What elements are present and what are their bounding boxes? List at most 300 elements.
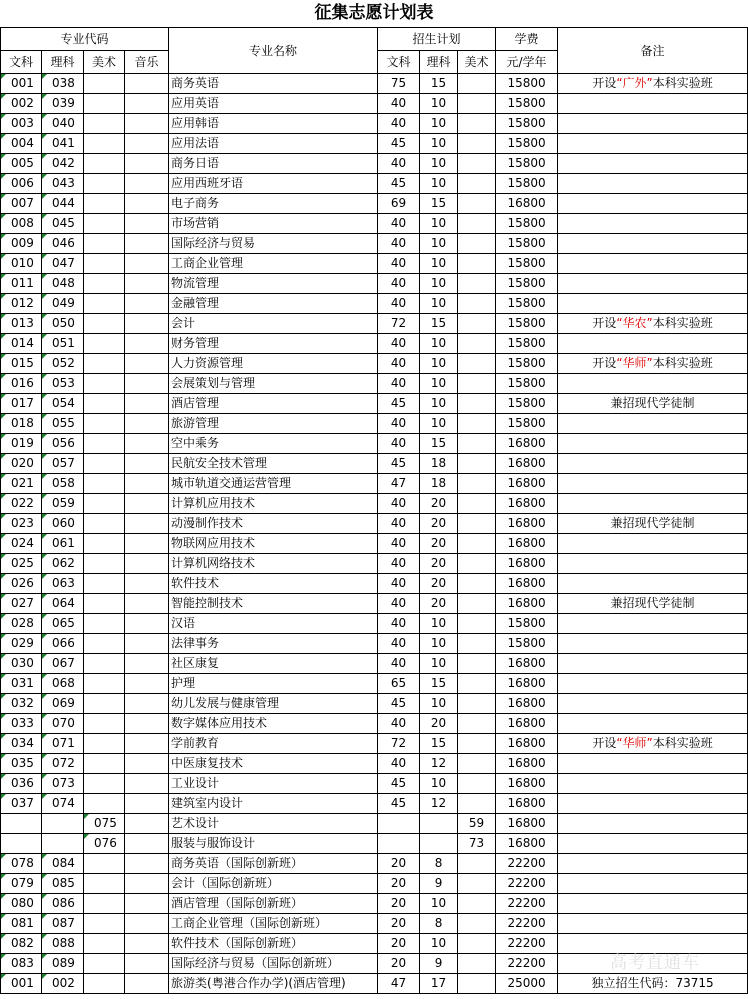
code-wen-cell: 003 xyxy=(1,114,42,134)
code-yin-cell xyxy=(125,94,169,114)
fee-cell: 15800 xyxy=(496,314,558,334)
plan-mei-cell xyxy=(458,634,496,654)
code-yin-cell xyxy=(125,114,169,134)
plan-li-cell: 10 xyxy=(420,894,458,914)
code-yin-cell xyxy=(125,834,169,854)
plan-table xyxy=(0,27,748,994)
major-name-cell: 艺术设计 xyxy=(169,814,378,834)
plan-wen-cell: 40 xyxy=(378,214,420,234)
major-name-cell: 应用法语 xyxy=(169,134,378,154)
remark-text: 开设 xyxy=(592,356,617,370)
plan-wen-cell: 72 xyxy=(378,734,420,754)
plan-li-cell: 15 xyxy=(420,734,458,754)
major-name-cell: 建筑室内设计 xyxy=(169,794,378,814)
major-name-cell: 智能控制技术 xyxy=(169,594,378,614)
plan-mei-cell xyxy=(458,534,496,554)
plan-wen-cell: 40 xyxy=(378,414,420,434)
plan-mei-cell xyxy=(458,474,496,494)
code-mei-cell xyxy=(84,574,125,594)
remark-text: 本科实验班 xyxy=(652,316,713,330)
plan-mei-cell xyxy=(458,514,496,534)
fee-cell: 16800 xyxy=(496,494,558,514)
plan-wen-cell: 20 xyxy=(378,954,420,974)
plan-mei-cell xyxy=(458,714,496,734)
plan-wen-cell: 20 xyxy=(378,914,420,934)
major-name-cell: 民航安全技术管理 xyxy=(169,454,378,474)
plan-li-cell: 10 xyxy=(420,174,458,194)
code-mei-cell xyxy=(84,494,125,514)
table-row xyxy=(1,114,748,134)
code-mei-cell xyxy=(84,774,125,794)
code-yin-cell xyxy=(125,674,169,694)
code-li-cell: 038 xyxy=(42,74,84,94)
code-yin-cell xyxy=(125,734,169,754)
plan-li-cell xyxy=(420,834,458,854)
plan-mei-cell xyxy=(458,134,496,154)
code-yin-cell xyxy=(125,314,169,334)
plan-li-cell: 9 xyxy=(420,954,458,974)
code-li-cell: 062 xyxy=(42,554,84,574)
fee-cell: 16800 xyxy=(496,834,558,854)
plan-mei-cell xyxy=(458,314,496,334)
major-name-cell: 法律事务 xyxy=(169,634,378,654)
plan-mei-cell xyxy=(458,854,496,874)
remark-text: 开设 xyxy=(592,316,617,330)
remark-cell xyxy=(558,274,748,294)
major-name-cell: 工商企业管理（国际创新班） xyxy=(169,914,378,934)
plan-li-cell: 20 xyxy=(420,554,458,574)
plan-mei-cell xyxy=(458,234,496,254)
remark-highlight: “广外” xyxy=(616,76,653,90)
code-wen-cell: 025 xyxy=(1,554,42,574)
plan-wen-cell: 47 xyxy=(378,474,420,494)
fee-cell: 15800 xyxy=(496,214,558,234)
major-name-cell: 计算机网络技术 xyxy=(169,554,378,574)
plan-mei-cell xyxy=(458,594,496,614)
plan-wen-cell: 72 xyxy=(378,314,420,334)
plan-wen-cell: 40 xyxy=(378,534,420,554)
table-row xyxy=(1,754,748,774)
remark-cell xyxy=(558,394,748,414)
plan-group-header: 招生计划 xyxy=(378,28,496,51)
remark-cell xyxy=(558,194,748,214)
plan-col-li: 理科 xyxy=(420,51,458,74)
code-li-cell: 071 xyxy=(42,734,84,754)
plan-mei-cell xyxy=(458,274,496,294)
code-li-cell: 069 xyxy=(42,694,84,714)
remark-text: 本科实验班 xyxy=(652,736,713,750)
fee-cell: 16800 xyxy=(496,794,558,814)
remark-cell xyxy=(558,914,748,934)
fee-cell: 15800 xyxy=(496,414,558,434)
code-mei-cell xyxy=(84,694,125,714)
plan-wen-cell: 45 xyxy=(378,794,420,814)
remark-text: 兼招现代学徒制 xyxy=(610,516,695,530)
plan-mei-cell xyxy=(458,734,496,754)
remark-cell xyxy=(558,874,748,894)
code-yin-cell xyxy=(125,534,169,554)
plan-mei-cell xyxy=(458,694,496,714)
code-wen-cell: 036 xyxy=(1,774,42,794)
code-yin-cell xyxy=(125,594,169,614)
table-row xyxy=(1,574,748,594)
plan-wen-cell: 40 xyxy=(378,374,420,394)
plan-li-cell: 10 xyxy=(420,214,458,234)
plan-li-cell: 20 xyxy=(420,534,458,554)
code-yin-cell xyxy=(125,874,169,894)
fee-cell: 16800 xyxy=(496,454,558,474)
table-row xyxy=(1,694,748,714)
plan-wen-cell: 40 xyxy=(378,614,420,634)
fee-cell: 15800 xyxy=(496,394,558,414)
major-name-cell: 计算机应用技术 xyxy=(169,494,378,514)
plan-wen-cell: 40 xyxy=(378,334,420,354)
plan-mei-cell xyxy=(458,794,496,814)
remark-header: 备注 xyxy=(558,28,748,74)
plan-li-cell: 10 xyxy=(420,634,458,654)
plan-mei-cell xyxy=(458,374,496,394)
major-name-cell: 市场营销 xyxy=(169,214,378,234)
fee-cell: 15800 xyxy=(496,634,558,654)
fee-cell: 25000 xyxy=(496,974,558,994)
plan-wen-cell: 40 xyxy=(378,554,420,574)
remark-cell xyxy=(558,214,748,234)
fee-cell: 15800 xyxy=(496,154,558,174)
plan-wen-cell: 45 xyxy=(378,394,420,414)
plan-li-cell: 10 xyxy=(420,934,458,954)
remark-text: 独立招生代码：73715 xyxy=(591,976,714,990)
code-mei-cell xyxy=(84,294,125,314)
code-mei-cell xyxy=(84,634,125,654)
code-wen-cell: 037 xyxy=(1,794,42,814)
remark-cell xyxy=(558,334,748,354)
plan-li-cell: 15 xyxy=(420,434,458,454)
remark-cell xyxy=(558,554,748,574)
code-mei-cell xyxy=(84,874,125,894)
plan-mei-cell xyxy=(458,174,496,194)
plan-li-cell: 12 xyxy=(420,794,458,814)
code-li-cell: 043 xyxy=(42,174,84,194)
plan-mei-cell xyxy=(458,334,496,354)
code-li-cell: 048 xyxy=(42,274,84,294)
plan-li-cell: 10 xyxy=(420,94,458,114)
plan-li-cell: 10 xyxy=(420,414,458,434)
plan-li-cell: 10 xyxy=(420,134,458,154)
remark-cell xyxy=(558,774,748,794)
code-col-yin: 音乐 xyxy=(125,51,169,74)
code-li-cell: 072 xyxy=(42,754,84,774)
code-mei-cell xyxy=(84,94,125,114)
code-li-cell: 055 xyxy=(42,414,84,434)
table-row xyxy=(1,174,748,194)
major-name-cell: 动漫制作技术 xyxy=(169,514,378,534)
remark-cell xyxy=(558,694,748,714)
code-wen-cell: 079 xyxy=(1,874,42,894)
fee-cell: 16800 xyxy=(496,434,558,454)
code-mei-cell xyxy=(84,414,125,434)
code-yin-cell xyxy=(125,554,169,574)
plan-li-cell: 20 xyxy=(420,594,458,614)
plan-wen-cell: 40 xyxy=(378,434,420,454)
table-row xyxy=(1,814,748,834)
code-li-cell: 070 xyxy=(42,714,84,734)
code-mei-cell xyxy=(84,734,125,754)
code-yin-cell xyxy=(125,714,169,734)
code-li-cell: 041 xyxy=(42,134,84,154)
code-wen-cell: 014 xyxy=(1,334,42,354)
remark-text: 开设 xyxy=(592,736,617,750)
major-name-cell: 酒店管理 xyxy=(169,394,378,414)
code-yin-cell xyxy=(125,474,169,494)
plan-mei-cell xyxy=(458,774,496,794)
code-li-cell: 051 xyxy=(42,334,84,354)
table-row xyxy=(1,654,748,674)
page-title: 征集志愿计划表 xyxy=(314,3,434,23)
plan-wen-cell: 69 xyxy=(378,194,420,214)
fee-cell: 22200 xyxy=(496,954,558,974)
code-li-cell: 084 xyxy=(42,854,84,874)
major-name-cell: 人力资源管理 xyxy=(169,354,378,374)
fee-cell: 22200 xyxy=(496,934,558,954)
code-wen-cell: 082 xyxy=(1,934,42,954)
plan-wen-cell: 75 xyxy=(378,74,420,94)
code-yin-cell xyxy=(125,254,169,274)
remark-cell xyxy=(558,314,748,334)
remark-cell xyxy=(558,814,748,834)
code-li-cell: 088 xyxy=(42,934,84,954)
code-wen-cell: 012 xyxy=(1,294,42,314)
code-wen-cell: 020 xyxy=(1,454,42,474)
plan-mei-cell xyxy=(458,914,496,934)
major-name-cell: 应用韩语 xyxy=(169,114,378,134)
plan-mei-cell xyxy=(458,294,496,314)
fee-cell: 16800 xyxy=(496,554,558,574)
plan-li-cell: 10 xyxy=(420,374,458,394)
code-mei-cell xyxy=(84,134,125,154)
plan-li-cell: 8 xyxy=(420,914,458,934)
code-mei-cell xyxy=(84,754,125,774)
major-name-cell: 商务日语 xyxy=(169,154,378,174)
code-wen-cell: 001 xyxy=(1,74,42,94)
plan-li-cell: 9 xyxy=(420,874,458,894)
plan-mei-cell xyxy=(458,154,496,174)
plan-mei-cell: 59 xyxy=(458,814,496,834)
major-name-cell: 应用英语 xyxy=(169,94,378,114)
remark-cell xyxy=(558,634,748,654)
fee-cell: 15800 xyxy=(496,174,558,194)
code-yin-cell xyxy=(125,374,169,394)
major-name-cell: 服装与服饰设计 xyxy=(169,834,378,854)
code-yin-cell xyxy=(125,514,169,534)
table-row xyxy=(1,974,748,994)
table-row xyxy=(1,734,748,754)
code-wen-cell: 033 xyxy=(1,714,42,734)
code-li-cell: 065 xyxy=(42,614,84,634)
code-li-cell: 064 xyxy=(42,594,84,614)
plan-mei-cell xyxy=(458,654,496,674)
fee-cell: 16800 xyxy=(496,774,558,794)
code-wen-cell: 028 xyxy=(1,614,42,634)
code-yin-cell xyxy=(125,694,169,714)
code-mei-cell xyxy=(84,894,125,914)
plan-mei-cell xyxy=(458,574,496,594)
plan-li-cell: 10 xyxy=(420,334,458,354)
fee-cell: 15800 xyxy=(496,74,558,94)
code-mei-cell xyxy=(84,354,125,374)
remark-cell xyxy=(558,734,748,754)
plan-li-cell: 15 xyxy=(420,314,458,334)
code-group-header: 专业代码 xyxy=(1,28,169,51)
major-name-cell: 幼儿发展与健康管理 xyxy=(169,694,378,714)
remark-cell xyxy=(558,254,748,274)
code-yin-cell xyxy=(125,74,169,94)
code-mei-cell: 076 xyxy=(84,834,125,854)
code-yin-cell xyxy=(125,954,169,974)
code-li-cell: 066 xyxy=(42,634,84,654)
plan-mei-cell xyxy=(458,974,496,994)
table-row xyxy=(1,714,748,734)
major-name-cell: 汉语 xyxy=(169,614,378,634)
code-wen-cell: 001 xyxy=(1,974,42,994)
code-wen-cell: 007 xyxy=(1,194,42,214)
code-wen-cell: 083 xyxy=(1,954,42,974)
remark-cell xyxy=(558,234,748,254)
code-wen-cell: 002 xyxy=(1,94,42,114)
table-row xyxy=(1,914,748,934)
code-yin-cell xyxy=(125,194,169,214)
plan-mei-cell xyxy=(458,874,496,894)
plan-col-mei: 美术 xyxy=(458,51,496,74)
code-li-cell: 087 xyxy=(42,914,84,934)
code-li-cell: 060 xyxy=(42,514,84,534)
plan-li-cell: 10 xyxy=(420,694,458,714)
plan-wen-cell: 40 xyxy=(378,254,420,274)
fee-cell: 16800 xyxy=(496,534,558,554)
table-row xyxy=(1,894,748,914)
code-mei-cell xyxy=(84,794,125,814)
code-mei-cell xyxy=(84,454,125,474)
code-li-cell: 061 xyxy=(42,534,84,554)
code-yin-cell xyxy=(125,854,169,874)
major-name-cell: 空中乘务 xyxy=(169,434,378,454)
code-yin-cell xyxy=(125,934,169,954)
code-li-cell: 056 xyxy=(42,434,84,454)
code-yin-cell xyxy=(125,394,169,414)
code-col-li: 理科 xyxy=(42,51,84,74)
code-wen-cell: 022 xyxy=(1,494,42,514)
code-mei-cell xyxy=(84,674,125,694)
table-row xyxy=(1,554,748,574)
table-row xyxy=(1,134,748,154)
fee-cell: 15800 xyxy=(496,274,558,294)
remark-text: 本科实验班 xyxy=(652,76,713,90)
table-row xyxy=(1,354,748,374)
plan-mei-cell xyxy=(458,434,496,454)
code-wen-cell: 008 xyxy=(1,214,42,234)
remark-cell xyxy=(558,514,748,534)
fee-cell: 15800 xyxy=(496,334,558,354)
plan-wen-cell: 45 xyxy=(378,454,420,474)
code-wen-cell xyxy=(1,834,42,854)
plan-wen-cell: 40 xyxy=(378,494,420,514)
table-row xyxy=(1,454,748,474)
fee-cell: 15800 xyxy=(496,254,558,274)
code-mei-cell xyxy=(84,914,125,934)
plan-wen-cell: 45 xyxy=(378,694,420,714)
fee-cell: 15800 xyxy=(496,234,558,254)
plan-li-cell: 10 xyxy=(420,294,458,314)
table-row xyxy=(1,154,748,174)
code-wen-cell: 031 xyxy=(1,674,42,694)
plan-li-cell: 20 xyxy=(420,574,458,594)
major-name-cell: 旅游类(粤港合作办学)(酒店管理) xyxy=(169,974,378,994)
fee-cell: 16800 xyxy=(496,734,558,754)
plan-wen-cell: 40 xyxy=(378,654,420,674)
remark-cell xyxy=(558,714,748,734)
code-wen-cell: 021 xyxy=(1,474,42,494)
table-row xyxy=(1,674,748,694)
table-row xyxy=(1,794,748,814)
code-yin-cell xyxy=(125,354,169,374)
table-row xyxy=(1,474,748,494)
plan-mei-cell xyxy=(458,74,496,94)
plan-wen-cell: 45 xyxy=(378,174,420,194)
major-name-cell: 商务英语（国际创新班） xyxy=(169,854,378,874)
fee-cell: 16800 xyxy=(496,694,558,714)
code-mei-cell xyxy=(84,654,125,674)
remark-cell xyxy=(558,674,748,694)
code-mei-cell xyxy=(84,614,125,634)
code-li-cell: 059 xyxy=(42,494,84,514)
code-mei-cell xyxy=(84,534,125,554)
plan-li-cell: 20 xyxy=(420,714,458,734)
major-name-cell: 会计（国际创新班） xyxy=(169,874,378,894)
remark-cell xyxy=(558,474,748,494)
remark-text: 兼招现代学徒制 xyxy=(610,396,695,410)
plan-mei-cell xyxy=(458,934,496,954)
code-mei-cell xyxy=(84,194,125,214)
code-li-cell: 053 xyxy=(42,374,84,394)
code-li-cell: 057 xyxy=(42,454,84,474)
fee-cell: 16800 xyxy=(496,754,558,774)
major-name-cell: 金融管理 xyxy=(169,294,378,314)
code-yin-cell xyxy=(125,794,169,814)
remark-cell xyxy=(558,154,748,174)
fee-cell: 15800 xyxy=(496,94,558,114)
remark-cell xyxy=(558,294,748,314)
code-li-cell: 045 xyxy=(42,214,84,234)
fee-cell: 22200 xyxy=(496,874,558,894)
table-row xyxy=(1,434,748,454)
code-li-cell: 049 xyxy=(42,294,84,314)
remark-cell xyxy=(558,834,748,854)
remark-cell xyxy=(558,114,748,134)
table-row xyxy=(1,414,748,434)
major-name-cell: 软件技术 xyxy=(169,574,378,594)
fee-cell: 15800 xyxy=(496,294,558,314)
code-li-cell: 040 xyxy=(42,114,84,134)
code-yin-cell xyxy=(125,574,169,594)
code-yin-cell xyxy=(125,894,169,914)
code-li-cell: 086 xyxy=(42,894,84,914)
code-wen-cell: 005 xyxy=(1,154,42,174)
plan-li-cell: 10 xyxy=(420,114,458,134)
plan-li-cell: 10 xyxy=(420,354,458,374)
plan-wen-cell: 20 xyxy=(378,934,420,954)
plan-wen-cell: 45 xyxy=(378,134,420,154)
major-name-cell: 会展策划与管理 xyxy=(169,374,378,394)
code-yin-cell xyxy=(125,434,169,454)
